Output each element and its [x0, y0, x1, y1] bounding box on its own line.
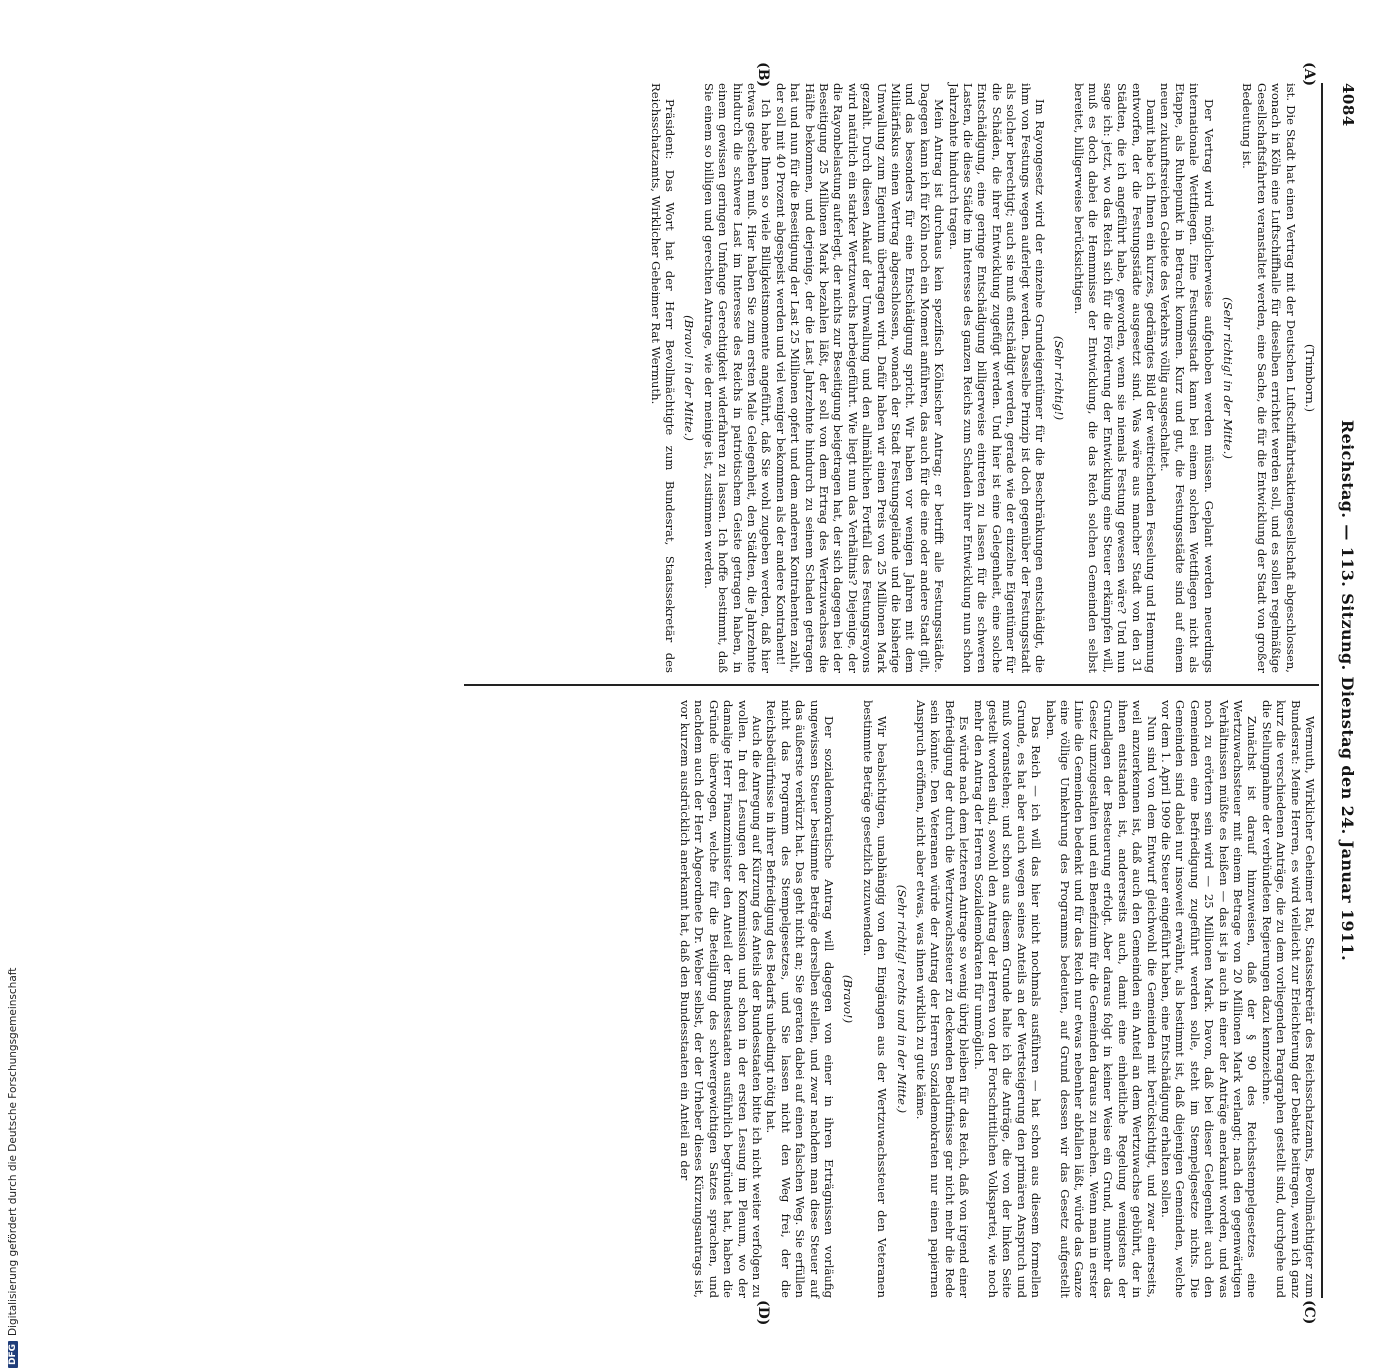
- interjection: (Sehr richtig! rechts und in der Mitte.): [894, 884, 909, 1114]
- margin-letter-c: (C): [1301, 1300, 1317, 1325]
- page-number: 4084: [1339, 83, 1357, 127]
- side-caption-text: Digitalisierung gefördert durch die Deutsche Forschungsgemeinschaft: [7, 967, 19, 1336]
- header-rule: [1321, 83, 1323, 1298]
- interjection: (Bravo! in der Mitte.): [682, 315, 697, 441]
- speaker-paragraph: Präsident: Das Wort hat der Herr Bevollmächtigte zum Bundesrat, Staatssekretär des Reichsschatzamts, Wirklicher Geheimer Rat Wermuth.: [648, 83, 677, 673]
- paragraph: Es würde nach dem letzteren Antrage so wenig übrig bleiben für das Reich, daß von irgend einer Befriedigung der durch die Wertzuwachssteuer zu deckenden Bedürfnisse gar nicht mehr die Rede sein könnte. Den Veteranen würde der Antrag der Herren Sozialdemokraten nur einen papiernen Anspruch eröffnen, nicht aber etwas, was ihnen wirklich zu gute käme.: [914, 700, 972, 1298]
- interjection: (Sehr richtig! in der Mitte.): [1220, 297, 1235, 459]
- paragraph: Das Reich — ich will das hier nicht nochmals ausführen — hat schon aus diesem formellen Grunde, es hat aber auch wegen seines Anteils an der Wertsteigerung den primären Anspruch und muß voranstehen; und schon aus diesem Grunde halte ich die Anträge, die von der linken Seite gestellt worden sind, sowohl den Antrag der Herren von der Fortschrittlichen Volkspartei, wie noch mehr den Antrag der Herren Sozialdemokraten für unmöglich.: [971, 700, 1044, 1298]
- margin-letter-b: (B): [755, 62, 771, 88]
- paragraph: Zunächst ist darauf hinzuweisen, daß der § 90 des Reichsstempelgesetzes eine Wertzuwachssteuer mit einem Betrage von 20 Millionen Mark verlangt; nach den gegenwärtigen Verhältnissen müßte es heißen — das ist ja auch in einer der Anträge anerkannt worden, und was noch zu erörtern sein wird — 25 Millionen Mark. Davon, daß bei dieser Gelegenheit auch den Gemeinden eine Befriedigung zugeführt werden solle, steht im Stempelgesetze nichts. Die Gemeinden sind dabei nur insoweit erwähnt, als bestimmt ist, daß diejenigen Gemeinden, welche vor dem 1. April 1909 die Steuer eingeführt haben, eine Entschädigung erhalten sollen.: [1158, 700, 1260, 1298]
- paragraph: Der sozialdemokratische Antrag will dagegen von einer in ihren Erträgnissen vorläufig ungewissen Steuer bestimmte Beträge derselben stellen, und zwar nachdem man diese Steuer auf das äußerste verkürzt hat. Das geht nicht an; Sie geraten dabei auf einen falschen Weg. Sie erfüllen nicht das Programm des Stempelgesetzes, und Sie lassen nicht den Weg frei, der die Reichsbedürfnisse in ihrer Befriedigung des Bedarfs unbedingt nötig hat.: [764, 700, 836, 1298]
- interjection: (Bravo!): [841, 974, 856, 1024]
- left-column: [467, 83, 1317, 673]
- paragraph: Damit habe ich Ihnen ein kurzes, gedrängtes Bild der weitreichenden Fesselung und Hemmung entworfen, der die Festungsstädte ausgesetzt sind. Was wäre aus mancher Stadt von den 31 Städten, die ich angeführt habe, geworden, wenn sie niemals Festung gewesen wäre? Und nun sage ich: jetzt, wo das Reich sich für die Förderung der Entwicklung eine Steuer erkämpfen will, muß es doch dabei die Hemmnisse der Entwicklung, die das Reich solchen Gemeinden selbst bereitet, billigerweise berücksichtigen.: [1071, 83, 1158, 673]
- paragraph: Ich habe Ihnen so viele Billigkeitsmomente angeführt, daß Sie wohl zugeben werden, daß hier etwas geschehen muß. Hier haben Sie zum ersten Male Gelegenheit, den Städten, die Jahrzehnte hindurch die schwere Last im Interesse des Reichs in patriotischem Geiste getragen haben, in einem gewissen geringen Umfange Gerechtigkeit widerfahren zu lassen. Ich hoffe bestimmt, daß Sie einem so billigen und gerechten Antrage, wie der meinige ist, zustimmen werden.: [701, 83, 774, 673]
- continued-speaker: (Trimborn.): [1303, 343, 1317, 413]
- margin-letter-d: (D): [755, 1300, 771, 1326]
- margin-letter-a: (A): [1301, 62, 1317, 87]
- paragraph: Wir beabsichtigen, unabhängig von den Eingängen aus der Wertzuwachssteuer den Veteranen bestimmte Beträge gesetzlich zuzuwenden.: [860, 700, 890, 1298]
- side-caption: [7, 968, 19, 1368]
- right-column: [467, 700, 1317, 1298]
- column-divider: [464, 684, 1319, 686]
- paragraph: ist. Die Stadt hat einen Vertrag mit der Deutschen Luftschiffahrtsaktiengesellschaft abgeschlossen, wonach in Köln eine Luftschiffhalle für dieselben errichtet werden soll, und es sollen regelmäßige Gesellschaftsfahrten veranstaltet werden, eine Sache, die für die Entwicklung der Stadt von großer Bedeutung ist.: [1240, 83, 1298, 673]
- paragraph: Der Vertrag wird möglicherweise aufgehoben werden müssen. Geplant werden neuerdings internationale Wettfliegen. Eine Festungsstadt kann bei einem solchen Wettfliegen nicht als Etappe, als Ruhepunkt in Betracht kommen. Kurz und gut, die Festungsstädte sind auf einem neuen zukunftsreichen Gebiete des Verkehrs völlig ausgeschaltet.: [1158, 83, 1216, 673]
- speaker-paragraph: Wermuth, Wirklicher Geheimer Rat, Staatssekretär des Reichsschatzamts, Bevollmächtigter zum Bundesrat: Meine Herren, es wird vielleicht zur Erleichterung der Debatte beitragen, wenn ich ganz kurz die verschiedenen Anträge, die zu dem vorliegenden Paragraphen gestellt sind, durchgehe und die Stellungnahme der verbündeten Regierungen dazu kennzeichne.: [1259, 700, 1317, 1298]
- paragraph: Im Rayongesetz wird der einzelne Grundeigentümer für die Beschränkungen entschädigt, die ihm von Festungs wegen auferlegt werden. Dasselbe Prinzip ist doch gegenüber der Festungsstadt als solcher berechtigt; auch sie muß entschädigt werden, gerade wie der einzelne Eigentümer für die Schäden, die ihrer Entwicklung zugefügt werden. Und hier ist eine Gelegenheit, eine solche Entschädigung, eine geringe Entschädigung billigerweise eintreten zu lassen für die schweren Lasten, die diese Städte im Interesse des ganzen Reichs zum Schaden ihrer Entwicklung nun schon Jahrzehnte hindurch tragen.: [946, 83, 1048, 673]
- interjection: (Sehr richtig!): [1052, 335, 1067, 421]
- paragraph: Mein Antrag ist durchaus kein spezifisch Kölnischer Antrag; er betrifft alle Festungsstädte. Dagegen kann ich für Köln noch ein Moment anführen, das auch für die eine oder andere Stadt gilt, und das besonders für eine Entschädigung spricht. Wir haben vor wenigen Jahren mit dem Militärfiskus einen Vertrag abgeschlossen, wonach der Stadt Festungsgelände und die bisherige Umwallung zum Eigentum übertragen wird. Dafür haben wir einen Preis von 25 Millionen Mark gezahlt. Durch diesen Ankauf der Umwallung und den allmählichen Fortfall des Festungsrayons wird natürlich ein starker Wertzuwachs herbeigeführt. Wie liegt nun das Verhältnis? Diejenige, der die Rayonbelastung auferlegt, der nichts zur Beseitigung beigetragen hat, der sich dagegen bei der Beseitigung 25 Millionen Mark bezahlen läßt, der soll von dem Ertrag des Wertzuwachses die Hälfte bekommen, und derjenige, der die Last Jahrzehnte hindurch zu seinem Schaden getragen hat und nun für die Beseitigung der Last 25 Millionen opfert und dem anderen Kontrahenten zahlt, der soll mit 40 Prozent abgespeist werden und viel weniger bekommen als der andere Kontrahent!: [773, 83, 947, 673]
- page-title: Reichstag. — 113. Sitzung. Dienstag den 24. Januar 1911.: [1338, 419, 1357, 962]
- paragraph: Auch die Anregung auf Kürzung des Anteils der Bundesstaaten bitte ich nicht weiter verfolgen zu wollen. In drei Lesungen der Kommission und schon in der ersten Lesung im Plenum, wo der damalige Herr Finanzminister den Anteil der Bundesstaaten ausführlich begründet hat, haben die Gründe überwogen, welche für die Beteiligung des schwergewichtigen Satzes sprachen, und nachdem auch der Herr Abgeordnete Dr. Weber selbst, der der Urheber dieses Kürzungsantrags ist, vor kurzem ausdrücklich anerkannt hat, daß den Bundesstaaten ein Anteil an der: [677, 700, 764, 1298]
- page-header: [1331, 83, 1363, 1298]
- dfg-logo-icon: DFG: [8, 1341, 18, 1368]
- paragraph: Nun sind von dem Entwurf gleichwohl die Gemeinden mit berücksichtigt, und zwar einerseits, weil anzuerkennen ist, daß auch den Gemeinden ein Anteil an dem Wertzuwachse gebührt, der in ihnen entstanden ist, andererseits auch, damit eine einheitliche Regelung wenigstens der Grundlagen der Besteuerung erfolgt. Aber daraus folgt in keiner Weise ein Grund, nunmehr das Gesetz umzugestalten und ein Benefizium für die Gemeinden daraus zu machen. Wenn man in erster Linie die Gemeinden bedenkt und für das Reich nur etwas nebenher abfallen läßt, würde das Ganze eine völlige Umkehrung des Programms bedeuten, auf Grund dessen wir das Gesetz aufgestellt haben.: [1043, 700, 1159, 1298]
